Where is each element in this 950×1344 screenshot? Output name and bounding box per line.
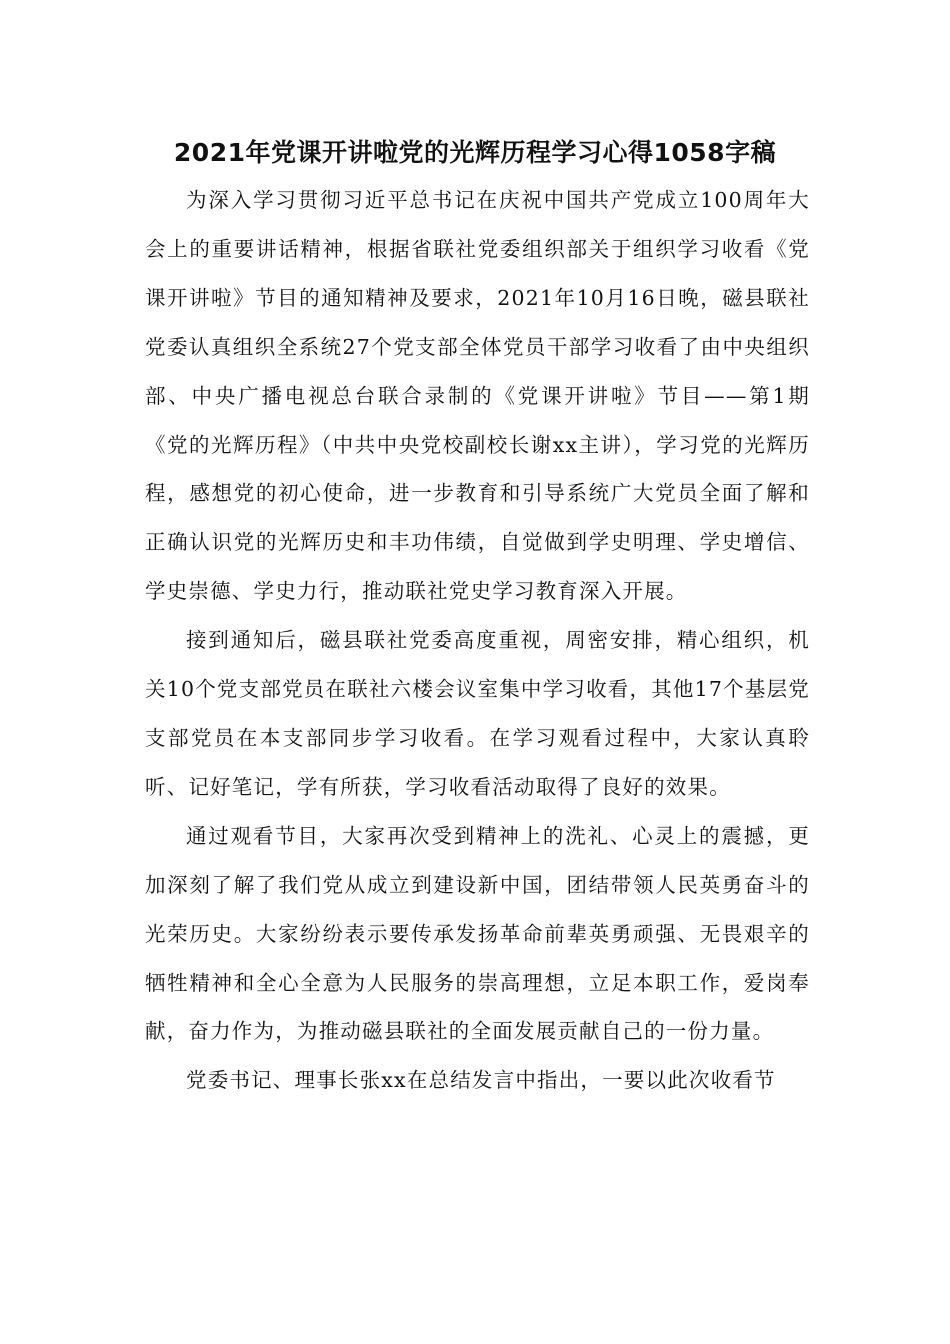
document-title: 2021年党课开讲啦党的光辉历程学习心得1058字稿: [173, 138, 777, 167]
paragraph-3: 通过观看节目，大家再次受到精神上的洗礼、心灵上的震撼，更加深刻了解了我们党从成立到建设新中国，团结带领人民英勇奋斗的光荣历史。大家纷纷表示要传承发扬革命前辈英勇顽强、无畏艰辛的牺牲精神和全心全意为人民服务的崇高理想，立足本职工作，爱岗奉献，奋力作为，为推动磁县联社的全面发展贡献自己的一份力量。: [145, 823, 810, 1044]
paragraph-1: 为深入学习贯彻习近平总书记在庆祝中国共产党成立100周年大会上的重要讲话精神，根据省联社党委组织部关于组织学习收看《党课开讲啦》节目的通知精神及要求，2021年10月16日晚，磁县联社党委认真组织全系统27个党支部全体党员干部学习收看了由中央组织部、中央广播电视总台联合录制的《党课开讲啦》节目——第1期《党的光辉历程》（中共中央党校副校长谢xx主讲），学习党的光辉历程，感想党的初心使命，进一步教育和引导系统广大党员全面了解和正确认识党的光辉历史和丰功伟绩，自觉做到学史明理、学史增信、学史崇德、学史力行，推动联社党史学习教育深入开展。: [145, 188, 810, 604]
document-body: [145, 176, 810, 1105]
paragraph-4: 党委书记、理事长张xx在总结发言中指出，一要以此次收看节: [186, 1068, 776, 1093]
paragraph-2: 接到通知后，磁县联社党委高度重视，周密安排，精心组织，机关10个党支部党员在联社六楼会议室集中学习收看，其他17个基层党支部党员在本支部同步学习收看。在学习观看过程中，大家认真聆听、记好笔记，学有所获，学习收看活动取得了良好的效果。: [145, 628, 810, 799]
